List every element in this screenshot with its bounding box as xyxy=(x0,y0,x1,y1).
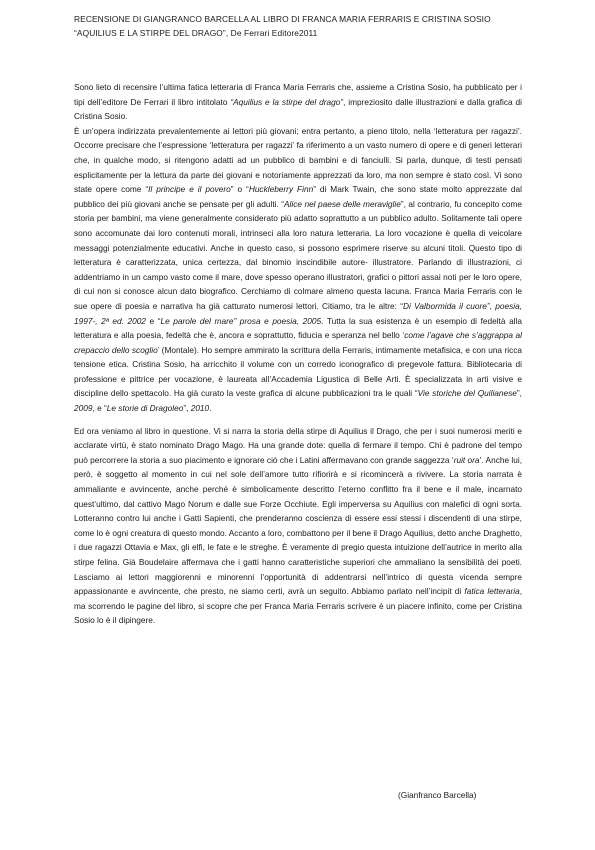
text-run: , impreziosito dalle illustrazioni e dalla grafica di Cristina Sosio. xyxy=(74,96,522,122)
paragraph-children-literature xyxy=(74,124,522,416)
text-run: ”, xyxy=(516,388,522,399)
italic-phrase: fatica letteraria xyxy=(464,586,520,597)
text-run: ’. Anche lui, però, è soggetto al momento in cui nel sole dell’amore tutto rifiorirà e si ricomincerà a rivivere. La storia narrata è ammaliante e avvincente, anche perché è simbolicamente descritto l’eterno conflitto fra il bene e il male, incarnato quest’ultimo, dal cattivo Mago Norum e dalle sue Forze Occhiute. Egli imperversa su Aquilius con malefici di ogni sorta. Lotteranno contro lui anche i Gatti Sapienti, che prenderanno coscienza di essere essi stessi i discendenti di una stirpe, come lo è ogni creatura di questo mondo. Accanto a loro, combattono per il bene il Drago Aquilius, detto anche Draghetto, i due ragazzi Ottavia e Max, gli elfi, le fate e le streghe. È veramente di pregio questa intuizione dell’autrice in merito alla stirpe felina. Già Boudelaire affermava che i gatti hanno caratteristiche superiori che ammaliano la sensibilità dei poeti. Lasciamo ai lettori maggiorenni e minorenni l’opportunità di addentrarsi nell’intrico di questa vicenda sempre appassionante e avvincente, che presto, ne siamo certi, avrà un seguito. Abbiamo parlato nell’incipit di xyxy=(74,454,522,597)
text-run: , ma scorrendo le pagine del libro, si scopre che per Franca Maria Ferraris scrivere è un piacere infinito, come per Cristina Sosio lo è il dipingere. xyxy=(74,586,522,626)
header-line-1: RECENSIONE DI GIANGRANCO BARCELLA AL LIBRO DI FRANCA MARIA FERRARIS E CRISTINA SOSIO xyxy=(74,14,491,24)
text-run: ”, xyxy=(183,403,191,414)
document-header xyxy=(74,12,544,40)
italic-year: 2009 xyxy=(74,403,93,414)
italic-latin: ruit ora xyxy=(453,454,480,465)
text-run: Sono lieto di recensire l’ultima fatica letteraria di Franca Maria Ferraris che, assieme a Cristina Sosio, ha pubblicato per i tipi dell’editore De Ferrari il libro intitolato xyxy=(74,82,522,107)
text-run: . xyxy=(209,403,212,414)
italic-title: Le storie di Dragoleo xyxy=(106,403,184,414)
text-run: È un’opera indirizzata prevalentemente ai lettori più giovani; entra pertanto, a pieno titolo, nella ‘letteratura per ragazzi’. Occorre precisare che l’espressione ‘letteratura per ragazzi’ fa riferimento a un vasto numero di opere e di generi letterari che, in qualche modo, si ritengono adatti ad un pubblico di bambini e di fanciulli. Si parla, dunque, di testi pensati esplicitamente per la lettura da parte dei giovani e notoriamente apprezzati da loro, ma non sempre è stato così. Vi sono state opere come “ xyxy=(74,125,522,195)
italic-title: Le parole del mare” prosa e poesia, 2005 xyxy=(160,315,322,326)
text-run: ” o “ xyxy=(230,184,249,195)
italic-quote: come l’agave che s’aggrappa al crepaccio dello scoglio xyxy=(74,330,522,355)
book-title: “Aquilius e la stirpe del drago” xyxy=(230,96,344,107)
text-run: e “ xyxy=(145,315,161,326)
italic-title: Alice nel paese delle meraviglie xyxy=(284,198,401,209)
italic-title: Vie storiche del Quilianese xyxy=(417,388,517,399)
text-run: , e “ xyxy=(92,403,107,414)
italic-title: Il principe e il povero xyxy=(148,184,231,195)
signature: (Gianfranco Barcella) xyxy=(398,790,477,800)
document-body xyxy=(74,80,522,628)
paragraph-intro xyxy=(74,80,522,124)
italic-title: Huckleberry Finn xyxy=(248,184,314,195)
header-line-2: “AQUILIUS E LA STIRPE DEL DRAGO”, De Ferrari Editore2011 xyxy=(74,28,318,38)
text-run: ”, al contrario, fu concepito come storia per bambini, ma viene generalmente considerato più adatto soprattutto a un pubblico adulto. Solitamente tali opere sono accomunate dai loro contenuti morali, intrinseci alla loro natura letteraria. La loro vocazione è quella di veicolare messaggi potenzialmente educativi. Anche in questo caso, si possono esprimere riserve su alcuni titoli. Questo tipo di letteratura è caratterizzata, unica certezza, dal binomio inscindibile autore- illustratore. Parlando di illustrazioni, ci addentriamo in un campo vasto come il mare, dove spesso operano illustratori, grafici o pittori assai noti per le loro opere, di cui non si conosce alcun dato biografico. Cerchiamo di colmare almeno questa lacuna. Franca Maria Ferraris con le sue opere di poesia e narrativa ha già catturato numerosi lettori. Citiamo, tra le altre: “ xyxy=(74,198,522,311)
paragraph-story xyxy=(74,424,522,628)
italic-year: 2010 xyxy=(190,403,210,414)
italic-title: Di Valbormida il cuore”, poesia, 1997-, 2ª ed. 2002 xyxy=(74,300,522,326)
text-run: ’ (Montale). Ho sempre ammirato la scrittura della Ferraris, intimamente metafisica, e con una ricca tensione etica. Cristina Sosio, ha arricchito il volume con un corredo iconografico di pregevole fattura. Bibliotecaria di professione e pittrice per vocazione, è laureata all’Accademia Ligustica di Belle Arti. È specializzata in arti visive e discipline dello spettacolo. Ha già curato la veste grafica di alcune pubblicazioni tra le quali “ xyxy=(74,344,522,399)
text-run: ” di Mark Twain, che sono state molto apprezzate dal pubblico dei più giovani anche se pensate per gli adulti. “ xyxy=(74,184,522,209)
text-run: Ed ora veniamo al libro in questione. Vi si narra la storia della stirpe di Aquilius il Drago, che per i suoi numerosi meriti e acclarate virtù, è stato nominato Drago Mago. Ha una grande dote: quella di fermare il tempo. Chi è padrone del tempo può percorrere la storia a suo piacimento e ignorare ciò che i Latini affermavano con grande saggezza ‘ xyxy=(74,425,522,465)
text-run: . Tutta la sua esistenza è un esempio di fedeltà alla letteratura e alla poesia, fedeltà che è, ancora e soprattutto, fiducia e speranza nel bello ‘ xyxy=(74,315,522,341)
